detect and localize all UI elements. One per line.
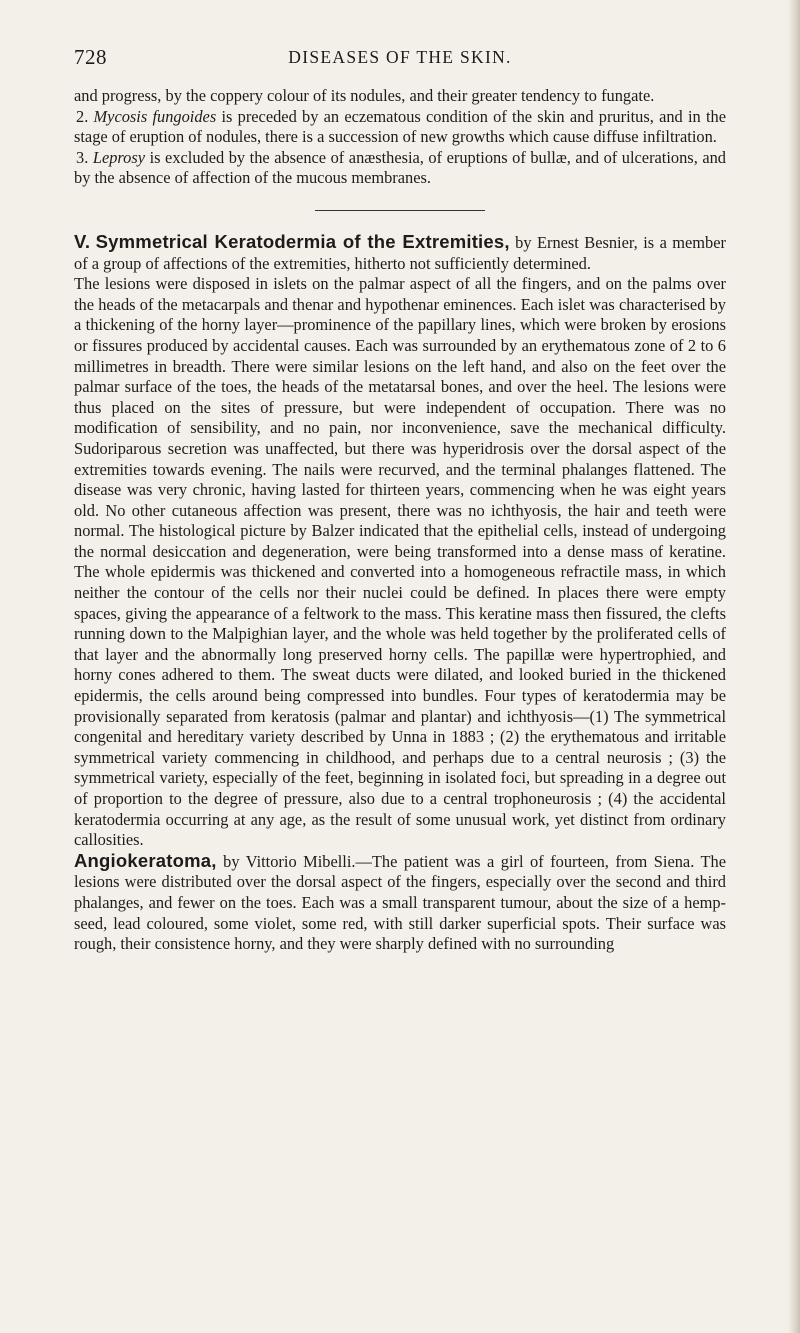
item-leprosy — [74, 148, 726, 189]
section-v-body: The lesions were disposed in islets on the palmar aspect of all the fingers, and on the palms over the heads of the metacarpals and thenar and hypothenar eminences. Each islet was characterised by a thickening of the horny layer—prominence of the papillary lines, which were broken by erosions or fissures produced by accidental causes. Each was surrounded by an erythematous zone of 2 to 6 millimetres in breadth. There were similar lesions on the left hand, and also on the feet over the palmar surface of the toes, the heads of the metatarsal bones, and over the heel. The lesions were thus placed on the sites of pressure, but were independent of occupation. There was no modification of sensibility, and no pain, nor inconvenience, save the mechanical difficulty. Sudoriparous secretion was unaffected, but there was hyperidrosis over the dorsal aspect of the extremities towards evening. The nails were recurved, and the terminal phalanges flattened. The disease was very chronic, having lasted for thirteen years, commencing when he was eight years old. No other cutaneous affection was present, there was no ichthyosis, the hair and teeth were normal. The histological picture by Balzer indicated that the epithelial cells, instead of undergoing the normal desiccation and degeneration, were being transformed into a dense mass of keratine. The whole epidermis was thickened and converted into a homogeneous refractile mass, in which neither the contour of the cells nor their nuclei could be defined. In places there were empty spaces, giving the appearance of a feltwork to the mass. This keratine mass then fissured, the clefts running down to the Malpighian layer, and the whole was held together by the proliferated cells of that layer and the abnormally long preserved horny cells. The papillæ were hypertrophied, and horny cones adhered to them. The sweat ducts were dilated, and looked buried in the thickened epidermis, the cells around being compressed into bundles. Four types of keratodermia may be provisionally separated from keratosis (palmar and plantar) and ichthyosis—(1) The symmetrical congenital and hereditary variety described by Unna in 1883 ; (2) the erythematous and irritable symmetrical variety commencing in childhood, and perhaps due to a central neurosis ; (3) the symmetrical variety, especially of the feet, beginning in isolated foci, but spreading in a degree out of proportion to the degree of pressure, also due to a central trophoneurosis ; (4) the accidental keratodermia occurring at any age, as the result of some unusual work, yet distinct from ordinary callosities. — [74, 274, 726, 850]
section-angiokeratoma — [74, 851, 726, 955]
running-head: DISEASES OF THE SKIN. — [288, 47, 512, 67]
page-body — [74, 86, 726, 955]
section-angiokeratoma-body: by Vittorio Mibelli.—The patient was a girl of fourteen, from Siena. The lesions were distributed over the dorsal aspect of the fingers, especially over the second and third phalanges, and fewer on the toes. Each was a small transparent tumour, about the size of a hemp-seed, lead coloured, some violet, some red, with still darker superficial spots. Their surface was rough, their consistence horny, and they were sharply defined with no surrounding — [74, 851, 726, 954]
section-numeral: V. — [74, 230, 91, 252]
item-number: 2. — [76, 106, 89, 126]
page-number: 728 — [74, 45, 107, 69]
section-v-intro — [74, 232, 726, 274]
term-mycosis-fungoides: Mycosis fungoides — [93, 106, 217, 126]
term-leprosy: Leprosy — [92, 147, 146, 167]
item-text: is preceded by an eczematous condition of the skin and pruritus, and in the stage of eruption of nodules, there is a succession of new growths which cause diffuse infiltration. — [74, 106, 726, 147]
item-text: is excluded by the absence of anæsthesia, of eruptions of bullæ, and of ulcerations, and by the absence of affection of the mucous membranes. — [74, 147, 726, 188]
section-heading-angiokeratoma: Angiokeratoma, — [74, 849, 217, 871]
item-mycosis-fungoides — [74, 107, 726, 148]
continuation-paragraph: and progress, by the coppery colour of its nodules, and their greater tendency to fungate. — [74, 86, 655, 105]
page-header — [74, 45, 726, 75]
section-divider — [315, 210, 485, 211]
page-edge-shadow — [788, 0, 800, 1333]
section-heading-keratodermia: Symmetrical Keratodermia of the Extremities, — [95, 230, 510, 252]
item-number: 3. — [76, 147, 89, 167]
section-lead: by Ernest Besnier, is a member of a group of affections of the extremities, hitherto not sufficiently determined. — [74, 232, 726, 273]
